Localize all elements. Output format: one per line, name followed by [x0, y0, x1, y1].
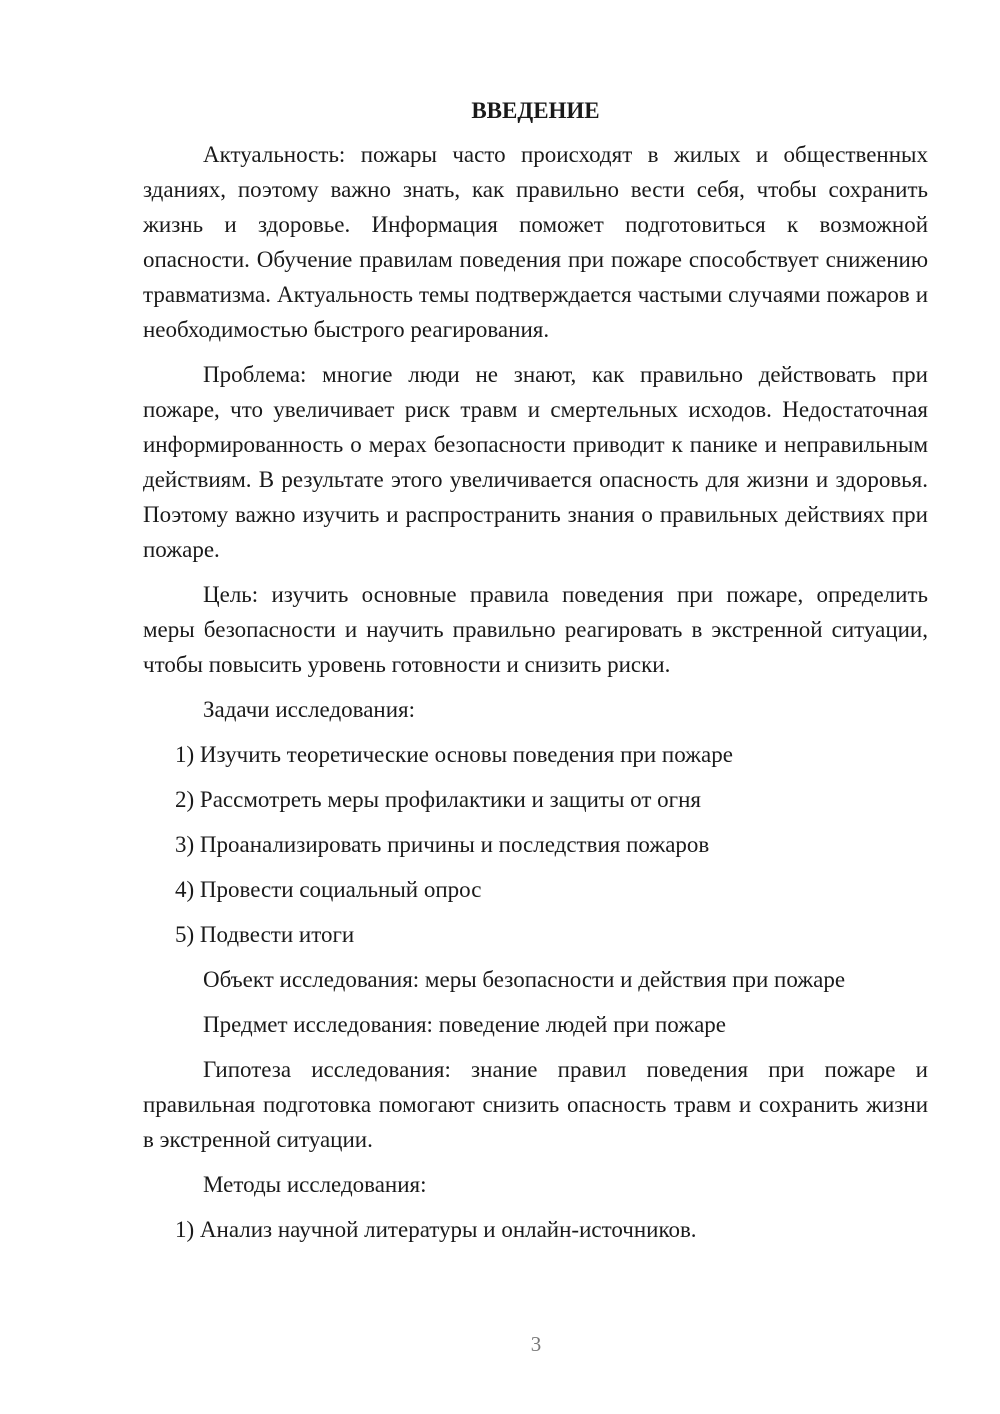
list-item: 1) Изучить теоретические основы поведения при пожаре: [175, 742, 733, 767]
tasks-list: [143, 737, 928, 952]
list-item: 1) Анализ научной литературы и онлайн-источников.: [175, 1217, 697, 1242]
object-paragraph: Объект исследования: меры безопасности и действия при пожаре: [203, 967, 846, 992]
list-item: 3) Проанализировать причины и последствия пожаров: [175, 832, 710, 857]
page-number: 3: [530, 1332, 542, 1356]
list-item: 2) Рассмотреть меры профилактики и защиты от огня: [175, 787, 701, 812]
list-item: 5) Подвести итоги: [175, 922, 355, 947]
relevance-paragraph: Актуальность: пожары часто происходят в жилых и общественных зданиях, поэтому важно знать, как правильно вести себя, чтобы сохранить жизнь и здоровье. Информация поможет подготовиться к возможной опасности. Обучение правилам поведения при пожаре способствует снижению травматизма. Актуальность темы подтверждается частыми случаями пожаров и необходимостью быстрого реагирования.: [143, 142, 928, 342]
goal-paragraph: Цель: изучить основные правила поведения при пожаре, определить меры безопасности и научить правильно реагировать в экстренной ситуации, чтобы повысить уровень готовности и снизить риски.: [143, 582, 928, 677]
problem-paragraph: Проблема: многие люди не знают, как правильно действовать при пожаре, что увеличивает риск травм и смертельных исходов. Недостаточная информированность о мерах безопасности приводит к панике и неправильным действиям. В результате этого увеличивается опасность для жизни и здоровья. Поэтому важно изучить и распространить знания о правильных действиях при пожаре.: [143, 362, 928, 562]
page-content: [143, 95, 928, 1257]
methods-heading: Методы исследования:: [203, 1172, 427, 1197]
section-title: ВВЕДЕНИЕ: [471, 98, 600, 123]
list-item: 4) Провести социальный опрос: [175, 877, 482, 902]
tasks-heading: Задачи исследования:: [203, 697, 416, 722]
hypothesis-paragraph: Гипотеза исследования: знание правил поведения при пожаре и правильная подготовка помогают снизить опасность травм и сохранить жизни в экстренной ситуации.: [143, 1057, 928, 1152]
methods-list: [143, 1212, 928, 1247]
subject-paragraph: Предмет исследования: поведение людей при пожаре: [203, 1012, 726, 1037]
